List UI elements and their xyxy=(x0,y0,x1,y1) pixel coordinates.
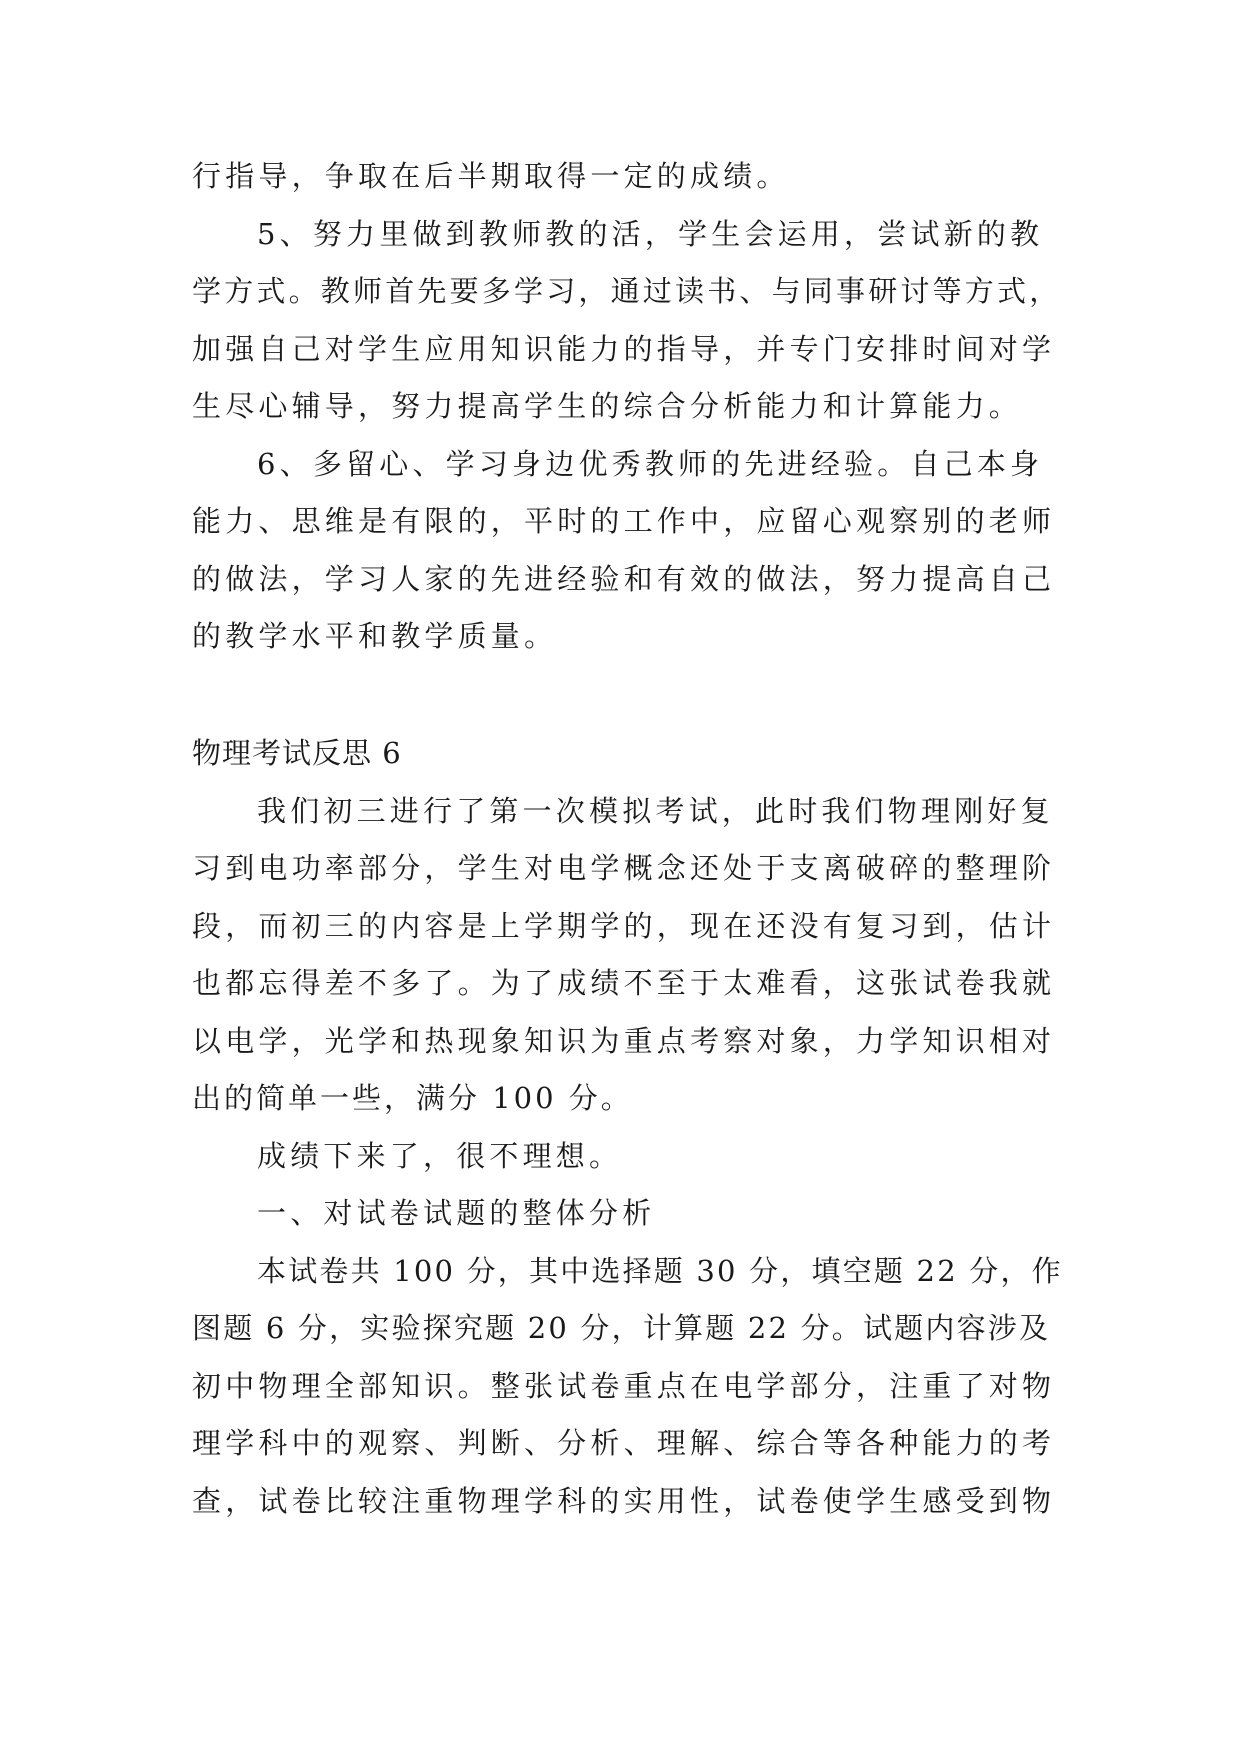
paragraph-line: 出的简单一些，满分 100 分。 xyxy=(192,1081,633,1115)
section-title: 物理考试反思 6 xyxy=(192,736,402,770)
paragraph-line: 初中物理全部知识。整张试卷重点在电学部分，注重了对物 xyxy=(192,1369,1056,1403)
paragraph-line: 本试卷共 100 分，其中选择题 30 分，填空题 22 分，作 xyxy=(257,1254,1063,1288)
paragraph-line: 理学科中的观察、判断、分析、理解、综合等各种能力的考 xyxy=(192,1426,1056,1460)
paragraph-line: 生尽心辅导，努力提高学生的综合分析能力和计算能力。 xyxy=(192,389,1023,423)
paragraph-line: 的教学水平和教学质量。 xyxy=(192,619,558,653)
paragraph-line: 5、努力里做到教师教的活，学生会运用，尝试新的教 xyxy=(257,217,1044,251)
paragraph-line: 成绩下来了，很不理想。 xyxy=(257,1139,623,1173)
paragraph-line: 能力、思维是有限的，平时的工作中，应留心观察别的老师 xyxy=(192,504,1056,538)
paragraph-line: 学方式。教师首先要多学习，通过读书、与同事研讨等方式， xyxy=(192,274,1062,308)
paragraph-line: 也都忘得差不多了。为了成绩不至于太难看，这张试卷我就 xyxy=(192,966,1056,1000)
paragraph-line: 加强自己对学生应用知识能力的指导，并专门安排时间对学 xyxy=(192,332,1056,366)
paragraph-line: 我们初三进行了第一次模拟考试，此时我们物理刚好复 xyxy=(257,794,1054,828)
paragraph-line: 以电学，光学和热现象知识为重点考察对象，力学知识相对 xyxy=(192,1024,1056,1058)
paragraph-line: 一、对试卷试题的整体分析 xyxy=(257,1196,656,1230)
paragraph-line: 行指导，争取在后半期取得一定的成绩。 xyxy=(192,159,790,193)
paragraph-line: 的做法，学习人家的先进经验和有效的做法，努力提高自己 xyxy=(192,562,1056,596)
paragraph-line: 段，而初三的内容是上学期学的，现在还没有复习到，估计 xyxy=(192,909,1056,943)
paragraph-line: 查，试卷比较注重物理学科的实用性，试卷使学生感受到物 xyxy=(192,1484,1056,1518)
paragraph-line: 图题 6 分，实验探究题 20 分，计算题 22 分。试题内容涉及 xyxy=(192,1311,1051,1345)
paragraph-line: 6、多留心、学习身边优秀教师的先进经验。自己本身 xyxy=(257,447,1044,481)
paragraph-line: 习到电功率部分，学生对电学概念还处于支离破碎的整理阶 xyxy=(192,851,1056,885)
